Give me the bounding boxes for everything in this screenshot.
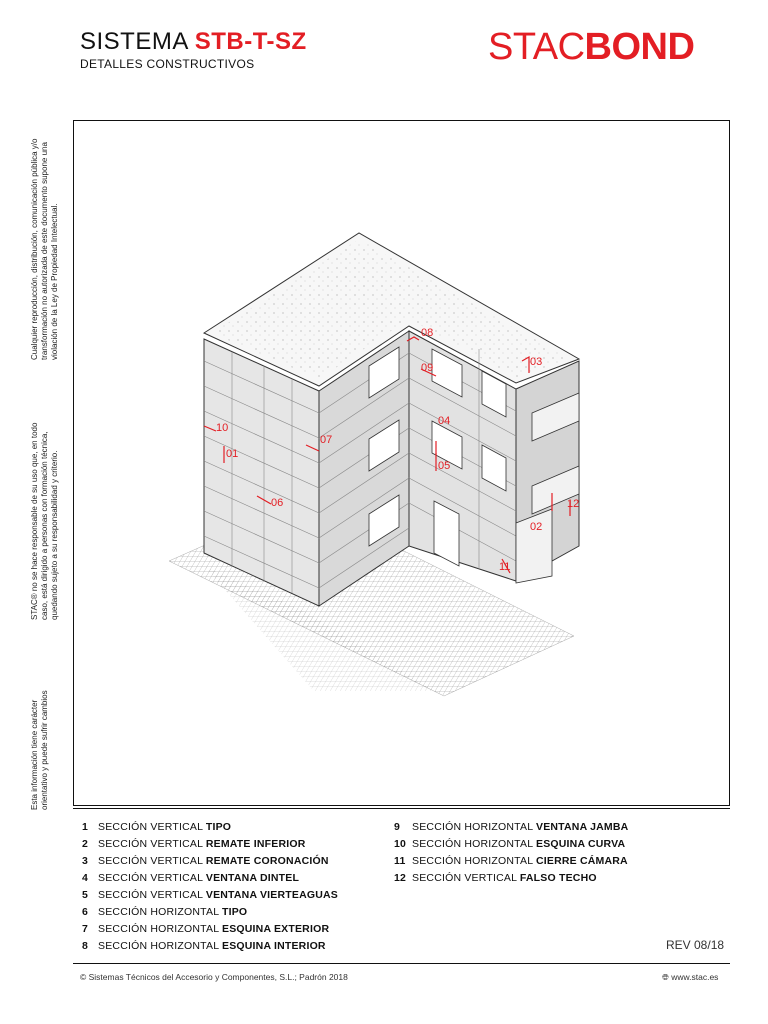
logo-stac: STAC bbox=[488, 26, 585, 68]
legend-item: 10 SECCIÓN HORIZONTAL ESQUINA CURVA bbox=[394, 838, 626, 850]
legend-item: 12 SECCIÓN VERTICAL FALSO TECHO bbox=[394, 872, 597, 884]
legend-item: 11 SECCIÓN HORIZONTAL CIERRE CÁMARA bbox=[394, 855, 628, 867]
page-subtitle: DETALLES CONSTRUCTIVOS bbox=[80, 57, 255, 71]
legend-item: 1 SECCIÓN VERTICAL TIPO bbox=[82, 821, 232, 833]
callout-12: 12 bbox=[567, 498, 580, 510]
legend-item: 7 SECCIÓN HORIZONTAL ESQUINA EXTERIOR bbox=[82, 923, 330, 935]
callout-06: 06 bbox=[271, 497, 284, 509]
callout-04: 04 bbox=[438, 415, 451, 427]
callout-05: 05 bbox=[438, 460, 451, 472]
footer-rule bbox=[73, 963, 730, 964]
isometric-building-drawing bbox=[74, 121, 729, 805]
legend-item: 4 SECCIÓN VERTICAL VENTANA DINTEL bbox=[82, 872, 300, 884]
system-word: SISTEMA bbox=[80, 28, 188, 55]
callout-03: 03 bbox=[530, 356, 543, 368]
callout-01: 01 bbox=[226, 448, 239, 460]
system-code: STB-T-SZ bbox=[194, 28, 307, 55]
legend-item: 6 SECCIÓN HORIZONTAL TIPO bbox=[82, 906, 248, 918]
legend-right bbox=[394, 821, 628, 889]
callout-09: 09 bbox=[421, 362, 434, 374]
callout-07: 07 bbox=[320, 434, 333, 446]
footer-copyright: © Sistemas Técnicos del Accesorio y Componentes, S.L.; Padrón 2018 bbox=[80, 972, 348, 982]
side-note-responsibility: STAC® no se hace responsable de su uso que, en todo caso, está dirigido a personas con formación técnica, quedando sujeto a su responsabilidad y criterio. bbox=[30, 422, 59, 620]
revision-label: REV 08/18 bbox=[666, 938, 725, 952]
website-text: www.stac.es bbox=[671, 972, 719, 982]
legend-item: 9 SECCIÓN HORIZONTAL VENTANA JAMBA bbox=[394, 821, 629, 833]
legend-item: 3 SECCIÓN VERTICAL REMATE CORONACIÓN bbox=[82, 855, 329, 867]
side-note-disclaimer: Esta información tiene carácter orientativo y puede sufrir cambios bbox=[30, 690, 49, 810]
callout-11: 11 bbox=[499, 561, 511, 573]
drawing-frame bbox=[73, 120, 730, 806]
legend-item: 2 SECCIÓN VERTICAL REMATE INFERIOR bbox=[82, 838, 306, 850]
legend-left bbox=[82, 821, 338, 957]
side-notes bbox=[24, 120, 68, 810]
callout-08: 08 bbox=[421, 327, 434, 339]
legend-item: 5 SECCIÓN VERTICAL VENTANA VIERTEAGUAS bbox=[82, 889, 339, 901]
legend-item: 8 SECCIÓN HORIZONTAL ESQUINA INTERIOR bbox=[82, 940, 326, 952]
side-note-copyright: Cualquier reproducción, distribución, comunicación pública y/o transformación no autorizada de este documento supone una violación de la Ley de Propiedad Intelectual. bbox=[30, 138, 59, 360]
globe-icon: 🌐︎ bbox=[662, 972, 669, 982]
callout-10: 10 bbox=[216, 422, 229, 434]
logo-bond: BOND bbox=[584, 26, 695, 68]
stacbond-logo bbox=[488, 26, 694, 69]
legend-top-rule bbox=[73, 808, 730, 809]
footer-website-link[interactable] bbox=[662, 972, 718, 983]
callout-02: 02 bbox=[530, 521, 543, 533]
page-title bbox=[80, 28, 307, 56]
